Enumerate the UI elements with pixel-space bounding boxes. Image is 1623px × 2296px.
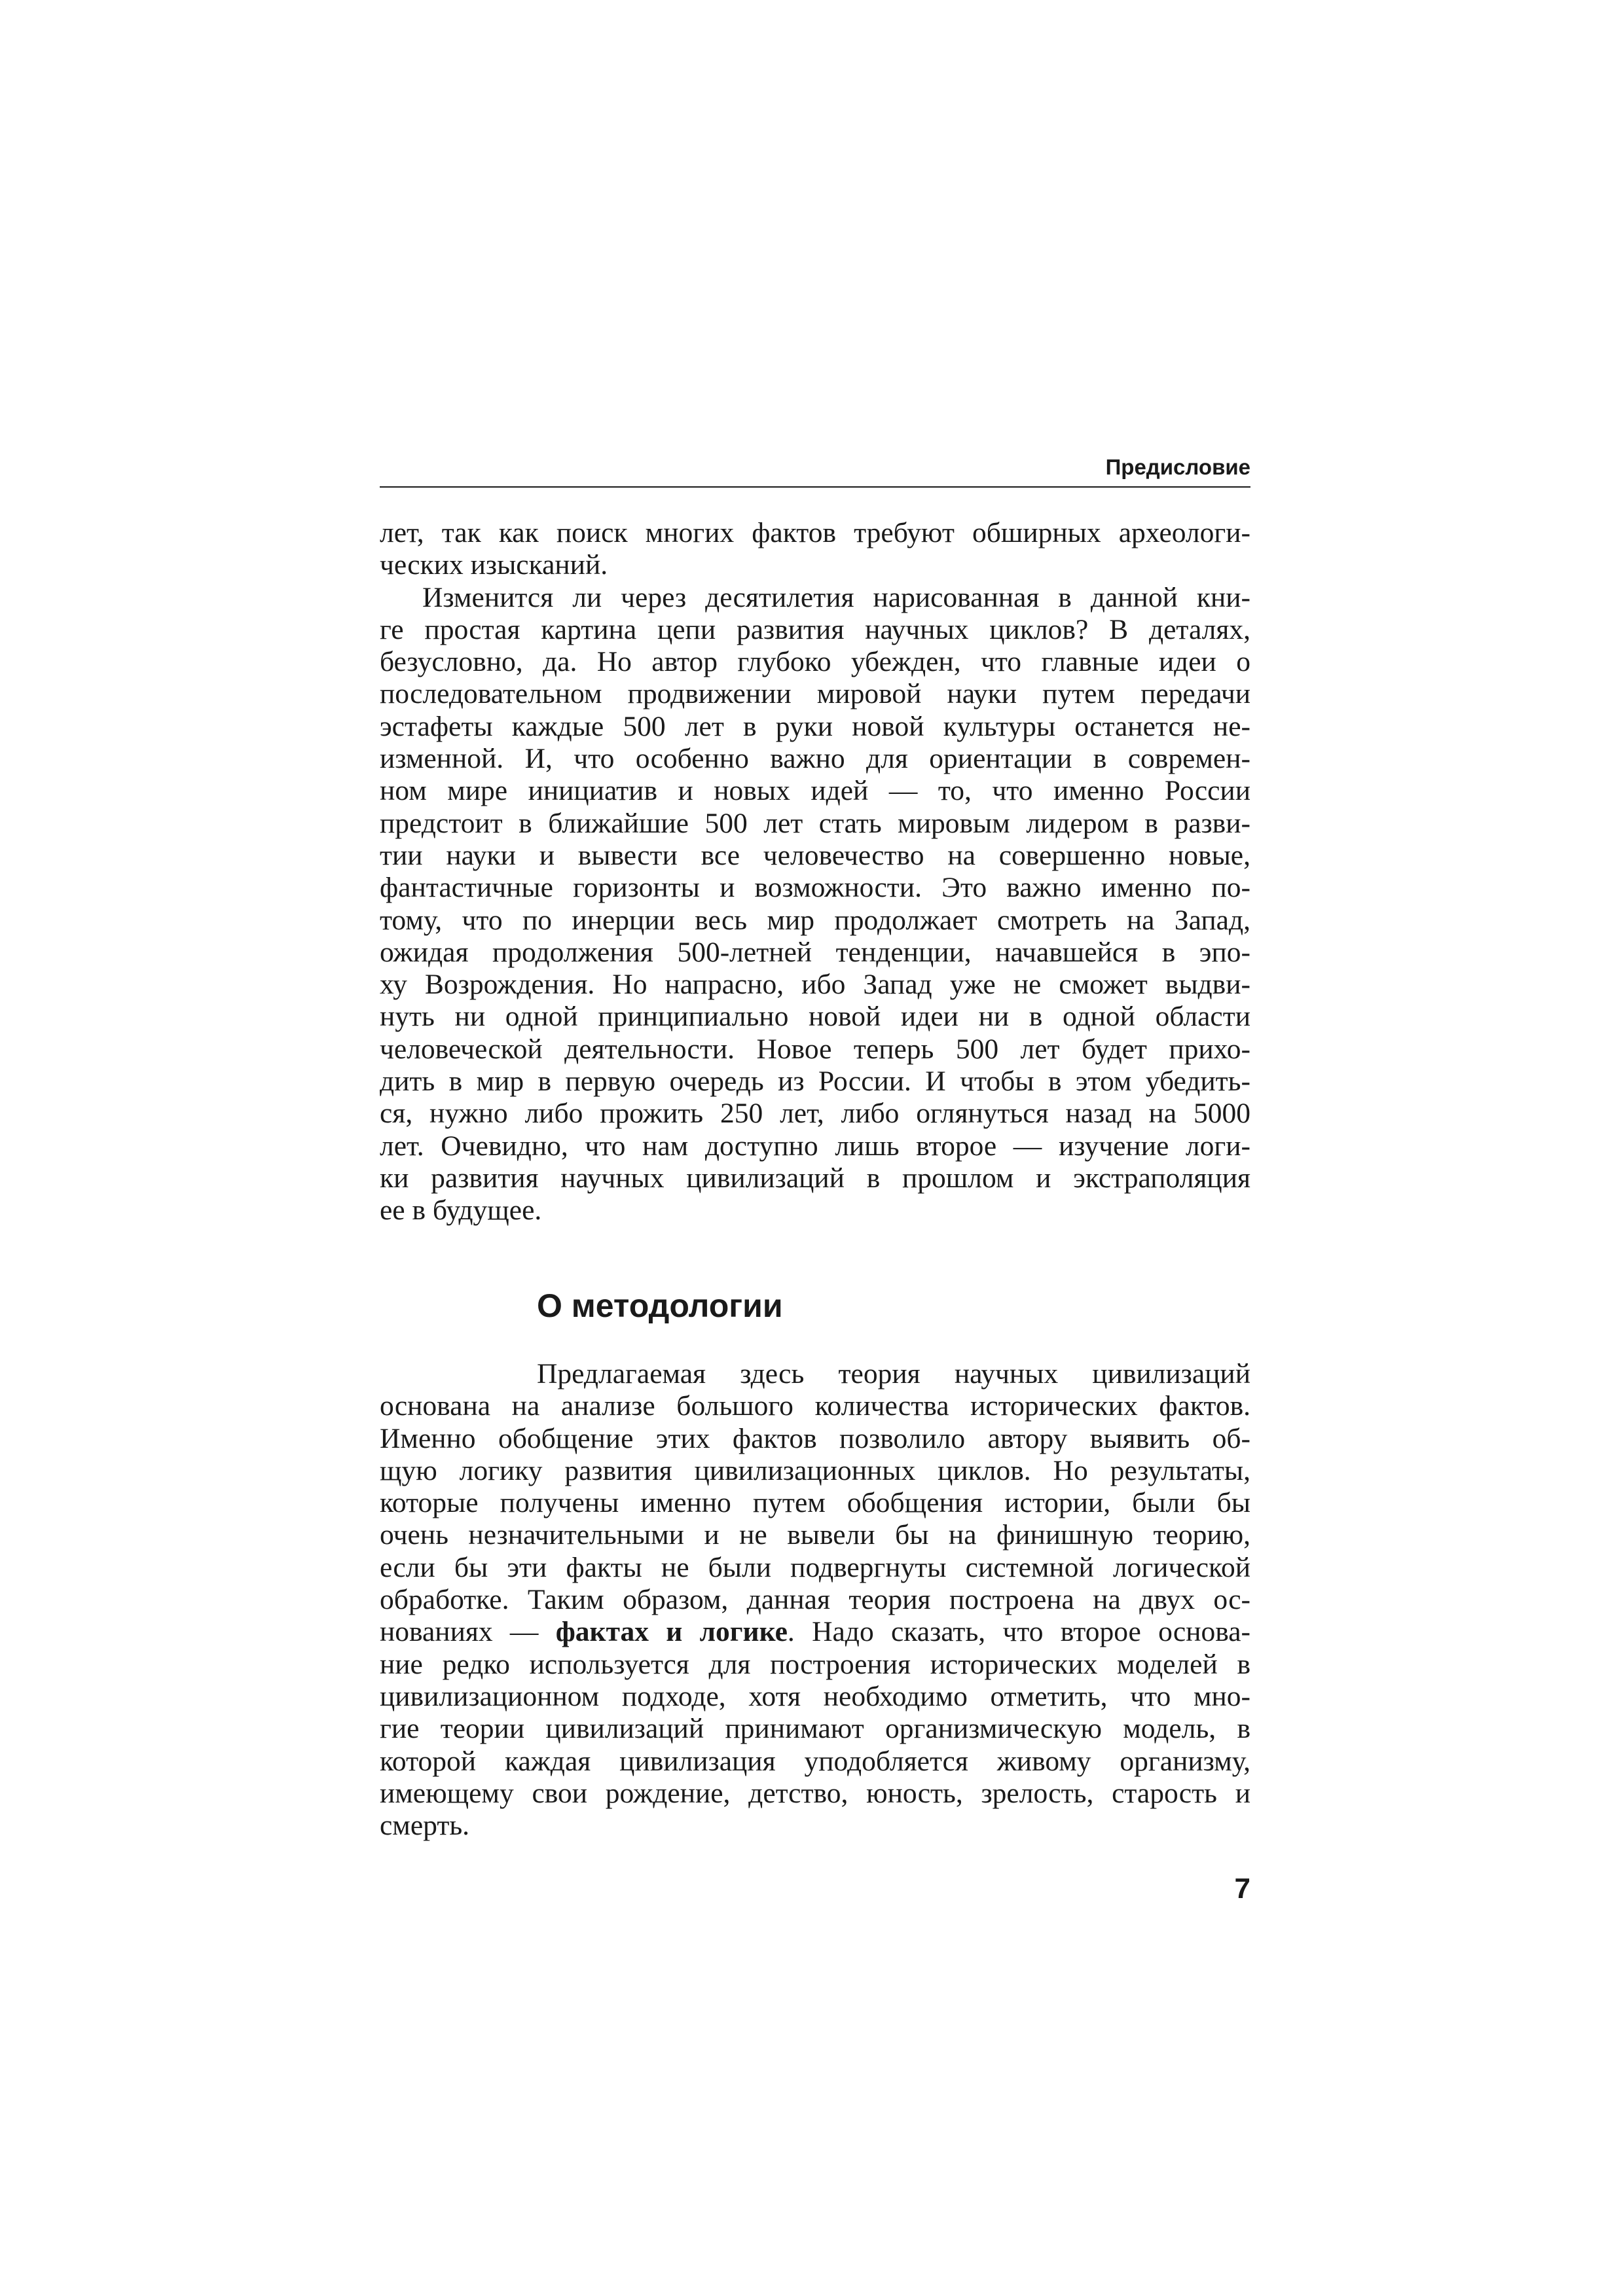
text-line: ее в будущее.: [380, 1194, 542, 1227]
text-line: ческих изысканий.: [380, 549, 608, 581]
section-paragraph: [380, 1358, 1250, 1842]
header-rule: [380, 486, 1250, 488]
text-segment: нованиях —: [380, 1616, 556, 1648]
section-heading: О методологии: [537, 1287, 783, 1324]
text-line: если бы эти факты не были подвергнуты системной логической: [380, 1551, 1250, 1583]
text-line: обработке. Таким образом, данная теория построена на двух ос-: [380, 1584, 1250, 1616]
text-line: ном мире инициатив и новых идей — то, что именно России: [380, 775, 1250, 807]
text-line: Изменится ли через десятилетия нарисованная в данной кни-: [422, 581, 1250, 613]
text-line: ху Возрождения. Но напрасно, ибо Запад уже не сможет выдви-: [380, 969, 1250, 1001]
text-line: дить в мир в первую очередь из России. И чтобы в этом убедить-: [380, 1066, 1250, 1098]
text-line: последовательном продвижении мировой науки путем передачи: [380, 678, 1250, 710]
text-line: цивилизационном подходе, хотя необходимо отметить, что мно-: [380, 1680, 1250, 1712]
running-head-title: Предисловие: [1105, 455, 1250, 479]
text-line: нуть ни одной принципиально новой идеи ни в одной области: [380, 1001, 1250, 1033]
text-line: ожидая продолжения 500-летней тенденции, начавшейся в эпо-: [380, 936, 1250, 968]
text-line: которые получены именно путем обобщения истории, были бы: [380, 1487, 1250, 1519]
text-line: основана на анализе большого количества исторических фактов.: [380, 1390, 1250, 1422]
text-line: ся, нужно либо прожить 250 лет, либо оглянуться назад на 5000: [380, 1098, 1250, 1130]
text-line: тому, что по инерции весь мир продолжает смотреть на Запад,: [380, 904, 1250, 936]
text-line: эстафеты каждые 500 лет в руки новой культуры останется не-: [380, 710, 1250, 742]
text-line: фантастичные горизонты и возможности. Это важно именно по-: [380, 872, 1250, 904]
text-line: человеческой деятельности. Новое теперь 500 лет будет прихо-: [380, 1033, 1250, 1065]
paragraph-continued: [380, 517, 1250, 1227]
text-line: гие теории цивилизаций принимают организмическую модель, в: [380, 1713, 1250, 1745]
bold-emphasis: фактах и логике: [555, 1616, 788, 1648]
text-line: ние редко используется для построения исторических моделей в: [380, 1648, 1250, 1680]
page-number: 7: [1234, 1873, 1250, 1905]
text-line-with-emphasis: [380, 1616, 1250, 1648]
text-segment: . Надо сказать, что второе основа-: [787, 1616, 1250, 1648]
text-line: лет, так как поиск многих фактов требуют обширных археологи-: [380, 517, 1250, 548]
text-line: безусловно, да. Но автор глубоко убежден, что главные идеи о: [380, 646, 1250, 678]
text-line: очень незначительными и не вывели бы на финишную теорию,: [380, 1519, 1250, 1551]
text-line: смерть.: [380, 1810, 470, 1842]
text-line: ки развития научных цивилизаций в прошлом и экстраполяция: [380, 1162, 1250, 1194]
text-line: которой каждая цивилизация уподобляется живому организму,: [380, 1745, 1250, 1777]
text-line: щую логику развития цивилизационных циклов. Но результаты,: [380, 1454, 1250, 1486]
text-line: Предлагаемая здесь теория научных цивилизаций: [537, 1358, 1250, 1390]
text-line: лет. Очевидно, что нам доступно лишь второе — изучение логи-: [380, 1130, 1250, 1162]
text-line: изменной. И, что особенно важно для ориентации в современ-: [380, 743, 1250, 775]
text-line: имеющему свои рождение, детство, юность, зрелость, старость и: [380, 1777, 1250, 1809]
text-line: Именно обобщение этих фактов позволило автору выявить об-: [380, 1422, 1250, 1454]
text-line: тии науки и вывести все человечество на совершенно новые,: [380, 839, 1250, 871]
text-line: предстоит в ближайшие 500 лет стать мировым лидером в разви-: [380, 807, 1250, 839]
text-line: ге простая картина цепи развития научных циклов? В деталях,: [380, 613, 1250, 645]
